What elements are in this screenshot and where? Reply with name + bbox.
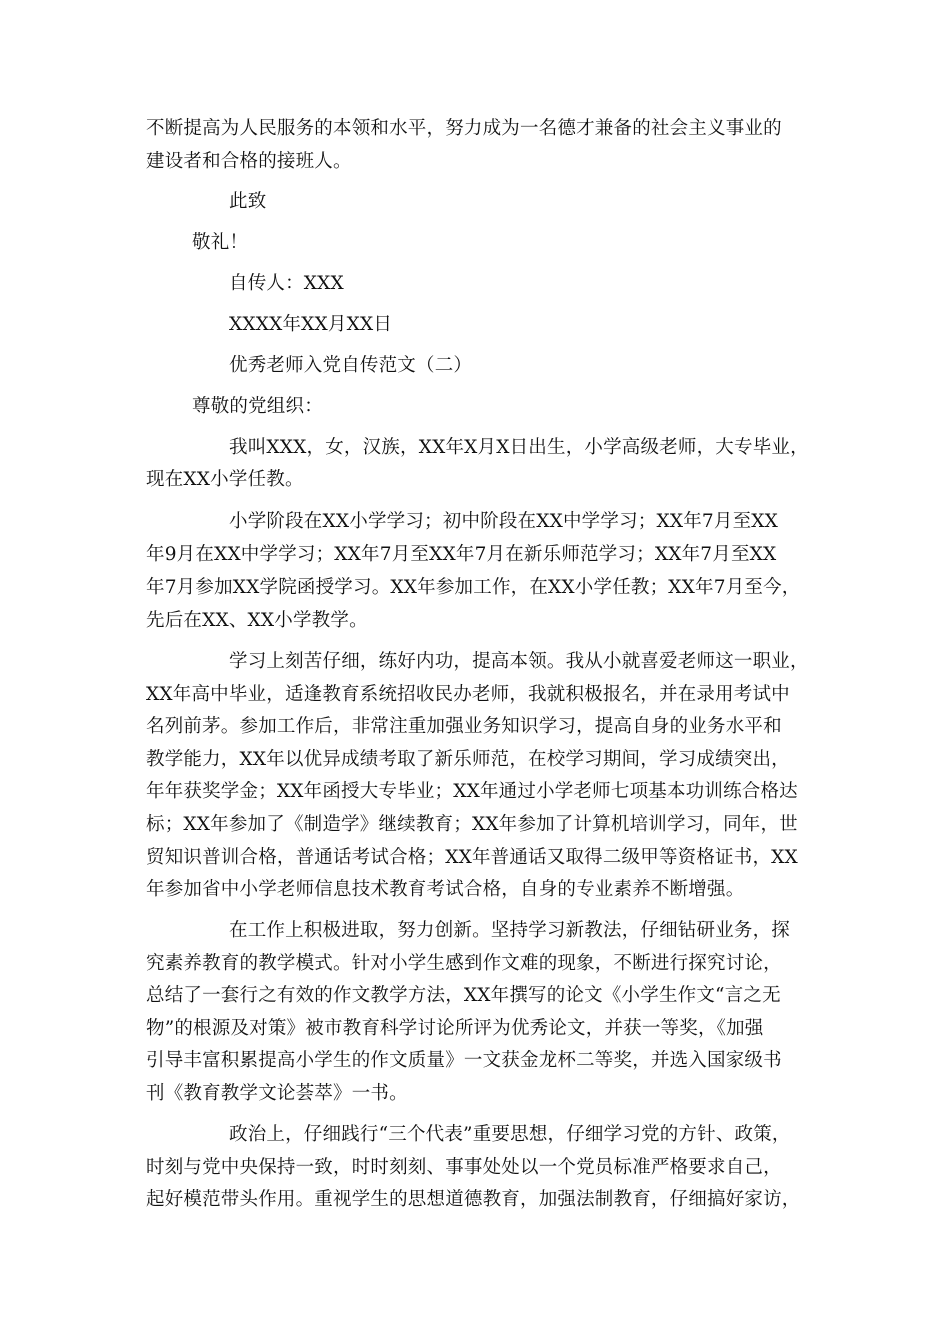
text-line: 贸知识普训合格，普通话考试合格；XX年普通话又取得二级甲等资格证书，XX — [146, 847, 798, 868]
section-title: 优秀老师入党自传范文（二） — [229, 355, 473, 376]
text-line: XXXX年XX月XX日 — [229, 314, 393, 335]
text-line: 刊《教育教学文论荟萃》一书。 — [146, 1083, 408, 1104]
salutation: 尊敬的党组织： — [192, 396, 323, 417]
text-line: 建设者和合格的接班人。 — [146, 151, 352, 172]
text-line: 政治上，仔细践行“三个代表”重要思想，仔细学习党的方针、政策， — [229, 1124, 791, 1145]
text-line: 年年获奖学金；XX年函授大专毕业；XX年通过小学老师七项基本功训练合格达 — [146, 781, 798, 802]
text-line: 起好模范带头作用。重视学生的思想道德教育，加强法制教育，仔细搞好家访， — [146, 1189, 801, 1210]
text-line: 学习上刻苦仔细，练好内功，提高本领。我从小就喜爱老师这一职业， — [229, 651, 809, 672]
text-line: 引导丰富积累提高小学生的作文质量》一文获金龙杯二等奖，并选入国家级书 — [146, 1050, 782, 1071]
text-line: 敬礼！ — [192, 232, 249, 253]
text-line: 我叫XXX，女，汉族，XX年X月X日出生，小学高级老师，大专毕业， — [229, 437, 809, 458]
text-line: 时刻与党中央保持一致，时时刻刻、事事处处以一个党员标准严格要求自己， — [146, 1157, 782, 1178]
text-line: 不断提高为人民服务的本领和水平，努力成为一名德才兼备的社会主义事业的 — [146, 118, 782, 139]
text-line: 标；XX年参加了《制造学》继续教育；XX年参加了计算机培训学习，同年，世 — [146, 814, 798, 835]
text-line: XX年高中毕业，适逢教育系统招收民办老师，我就积极报名，并在录用考试中 — [146, 684, 790, 705]
text-line: 名列前茅。参加工作后，非常注重加强业务知识学习，提高自身的业务水平和 — [146, 716, 782, 737]
text-line: 年参加省中小学老师信息技术教育考试合格，自身的专业素养不断增强。 — [146, 879, 745, 900]
text-line: 此致 — [229, 191, 267, 212]
text-line: 年7月参加XX学院函授学习。XX年参加工作，在XX小学任教；XX年7月至今， — [146, 577, 801, 598]
text-line: 先后在XX、XX小学教学。 — [146, 610, 368, 631]
text-line: 在工作上积极进取，努力创新。坚持学习新教法，仔细钻研业务，探 — [229, 920, 791, 941]
text-line: 自传人：XXX — [229, 273, 344, 294]
text-line: 究素养教育的教学模式。针对小学生感到作文难的现象，不断进行探究讨论， — [146, 953, 782, 974]
text-line: 小学阶段在XX小学学习；初中阶段在XX中学学习；XX年7月至XX — [229, 511, 779, 532]
text-line: 教学能力，XX年以优异成绩考取了新乐师范，在校学习期间，学习成绩突出， — [146, 749, 790, 770]
text-line: 总结了一套行之有效的作文教学方法，XX年撰写的论文《小学生作文“言之无 — [146, 985, 781, 1006]
text-line: 年9月在XX中学学习；XX年7月至XX年7月在新乐师范学习；XX年7月至XX — [146, 544, 777, 565]
text-line: 现在XX小学任教。 — [146, 469, 304, 490]
text-line: 物”的根源及对策》被市教育科学讨论所评为优秀论文，并获一等奖，《加强 — [146, 1018, 764, 1039]
